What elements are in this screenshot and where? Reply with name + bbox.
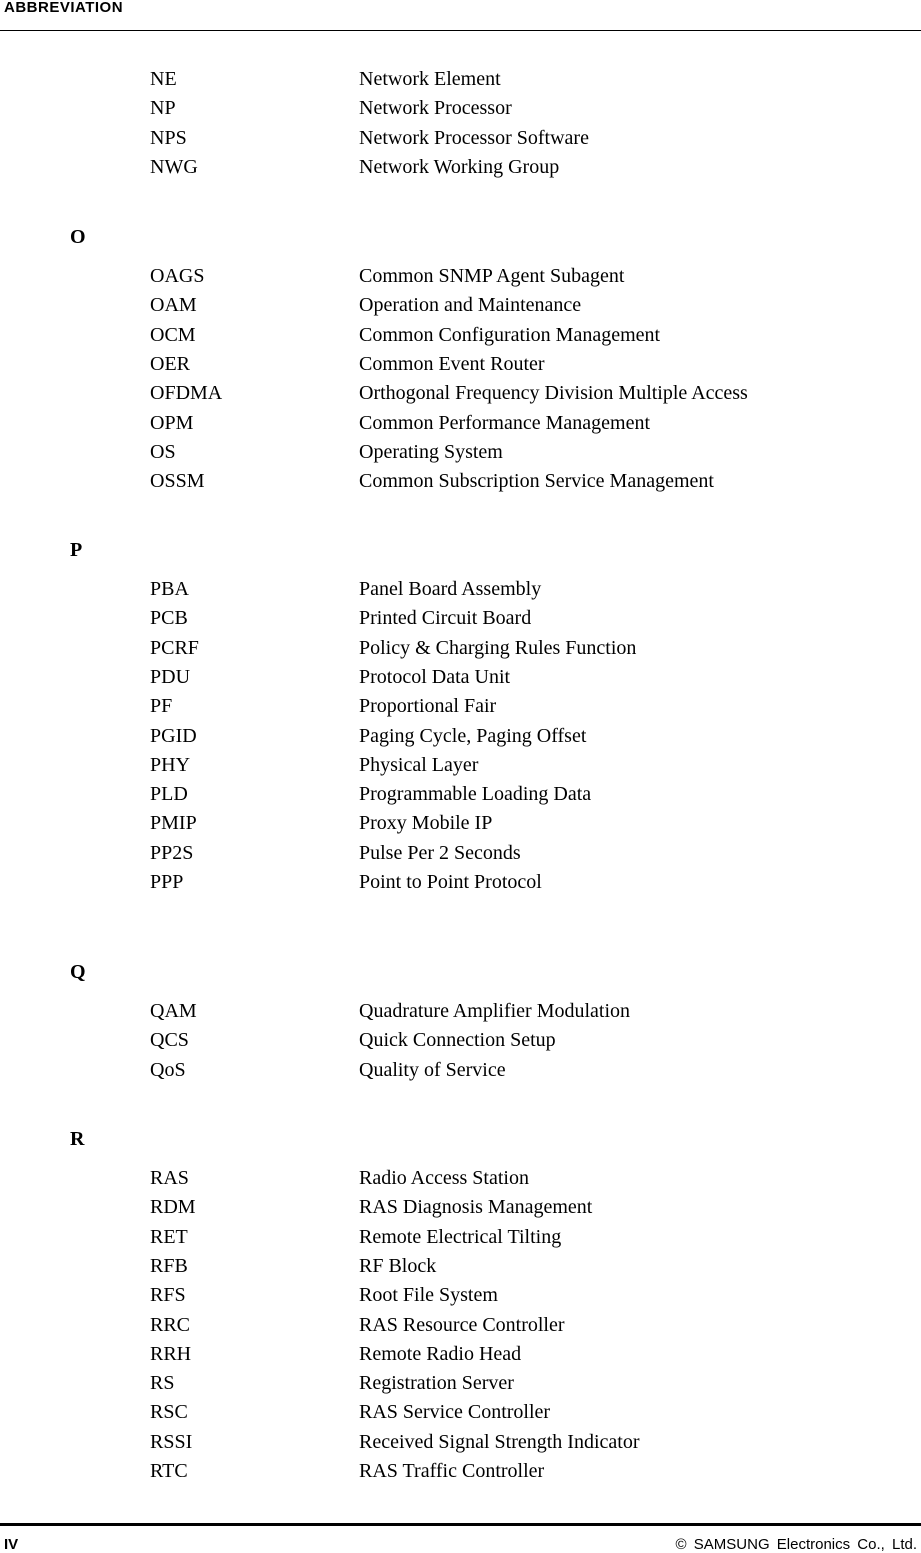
abbreviation-term: PPP xyxy=(150,871,184,893)
abbreviation-term: PBA xyxy=(150,578,189,600)
section-letter-o: O xyxy=(70,226,86,248)
abbreviation-row xyxy=(0,754,921,780)
abbreviation-term: PHY xyxy=(150,753,191,776)
abbreviation-row xyxy=(0,1372,921,1398)
copyright-notice: © SAMSUNG Electronics Co., Ltd. xyxy=(675,1536,917,1553)
abbreviation-definition: Printed Circuit Board xyxy=(359,607,532,630)
abbreviation-row xyxy=(0,265,921,291)
abbreviation-definition: Paging Cycle, Paging Offset xyxy=(359,724,587,747)
abbreviation-definition: RAS Service Controller xyxy=(359,1401,551,1424)
abbreviation-row xyxy=(0,812,921,838)
abbreviation-term: RAS xyxy=(150,1167,189,1189)
abbreviation-definition: Quick Connection Setup xyxy=(359,1029,556,1052)
abbreviation-definition: Common Performance Management xyxy=(359,411,651,434)
abbreviation-definition: RAS Traffic Controller xyxy=(359,1460,545,1482)
abbreviation-row xyxy=(0,725,921,751)
abbreviation-row xyxy=(0,294,921,320)
abbreviation-term: QoS xyxy=(150,1058,186,1081)
abbreviation-definition: Radio Access Station xyxy=(359,1167,529,1189)
page-header xyxy=(0,0,921,31)
abbreviation-term: OFDMA xyxy=(150,382,223,405)
abbreviation-definition: Policy & Charging Rules Function xyxy=(359,636,637,659)
abbreviation-definition: Quadrature Amplifier Modulation xyxy=(359,1000,631,1022)
abbreviation-term: RRH xyxy=(150,1342,192,1365)
abbreviation-row xyxy=(0,1029,921,1055)
abbreviation-definition: Received Signal Strength Indicator xyxy=(359,1430,640,1453)
abbreviation-term: NE xyxy=(150,68,177,90)
page-number: IV xyxy=(4,1536,19,1553)
abbreviation-row xyxy=(0,156,921,182)
abbreviation-row xyxy=(0,1059,921,1085)
abbreviation-row xyxy=(0,127,921,153)
abbreviation-term: PLD xyxy=(150,783,188,806)
abbreviation-row xyxy=(0,412,921,438)
abbreviation-row xyxy=(0,1255,921,1281)
abbreviation-term: RRC xyxy=(150,1313,191,1336)
abbreviation-row xyxy=(0,1196,921,1222)
abbreviation-definition: Physical Layer xyxy=(359,753,479,776)
abbreviation-definition: Network Working Group xyxy=(359,155,560,178)
abbreviation-row xyxy=(0,97,921,123)
abbreviation-definition: Common SNMP Agent Subagent xyxy=(359,265,625,287)
abbreviation-term: RDM xyxy=(150,1196,196,1219)
abbreviation-row xyxy=(0,1314,921,1340)
abbreviation-term: RS xyxy=(150,1372,175,1395)
abbreviation-definition: Root File System xyxy=(359,1284,498,1307)
abbreviation-row xyxy=(0,1401,921,1427)
abbreviation-term: PCB xyxy=(150,607,188,630)
abbreviation-term: RTC xyxy=(150,1460,188,1482)
abbreviation-definition: Network Processor xyxy=(359,97,512,120)
abbreviation-row xyxy=(0,441,921,467)
abbreviation-term: NWG xyxy=(150,155,198,178)
abbreviation-term: PGID xyxy=(150,724,197,747)
abbreviation-definition: Remote Radio Head xyxy=(359,1342,522,1365)
abbreviation-term: NP xyxy=(150,97,176,120)
abbreviation-definition: Network Processor Software xyxy=(359,126,589,149)
abbreviation-definition: Network Element xyxy=(359,68,501,90)
abbreviation-term: NPS xyxy=(150,126,187,149)
abbreviation-term: OER xyxy=(150,352,190,375)
abbreviation-row xyxy=(0,470,921,496)
abbreviation-definition: Registration Server xyxy=(359,1372,514,1395)
abbreviation-term: RSSI xyxy=(150,1430,193,1453)
abbreviation-row xyxy=(0,637,921,663)
page-title: ABBREVIATION xyxy=(4,0,124,16)
abbreviation-row xyxy=(0,666,921,692)
abbreviation-definition: Operation and Maintenance xyxy=(359,294,582,317)
abbreviation-definition: RF Block xyxy=(359,1254,437,1277)
abbreviation-definition: Protocol Data Unit xyxy=(359,665,511,688)
abbreviation-definition: Common Configuration Management xyxy=(359,323,661,346)
abbreviation-term: PP2S xyxy=(150,841,194,864)
abbreviation-row xyxy=(0,695,921,721)
section-letter-q: Q xyxy=(70,961,86,983)
abbreviation-row xyxy=(0,783,921,809)
abbreviation-term: OSSM xyxy=(150,470,205,493)
abbreviation-term: PMIP xyxy=(150,812,197,835)
abbreviation-term: RET xyxy=(150,1225,188,1248)
abbreviation-row xyxy=(0,842,921,868)
abbreviation-row xyxy=(0,1284,921,1310)
abbreviation-row xyxy=(0,607,921,633)
abbreviation-definition: Point to Point Protocol xyxy=(359,871,542,893)
abbreviation-definition: Proportional Fair xyxy=(359,695,497,718)
abbreviation-term: PCRF xyxy=(150,636,199,659)
abbreviation-row xyxy=(0,1226,921,1252)
abbreviation-row xyxy=(0,1000,921,1026)
abbreviation-row xyxy=(0,578,921,604)
abbreviation-term: PF xyxy=(150,695,173,718)
footer-divider xyxy=(0,1523,921,1526)
abbreviation-definition: Remote Electrical Tilting xyxy=(359,1225,562,1248)
abbreviation-term: PDU xyxy=(150,665,191,688)
abbreviation-definition: RAS Diagnosis Management xyxy=(359,1196,593,1219)
abbreviation-row xyxy=(0,1343,921,1369)
abbreviation-term: OAGS xyxy=(150,265,205,287)
section-letter-p: P xyxy=(70,539,83,561)
abbreviation-row xyxy=(0,324,921,350)
abbreviation-term: RFS xyxy=(150,1284,186,1307)
abbreviation-definition: Quality of Service xyxy=(359,1058,506,1081)
abbreviation-definition: Panel Board Assembly xyxy=(359,578,542,600)
abbreviation-definition: Proxy Mobile IP xyxy=(359,812,493,835)
abbreviation-row xyxy=(0,382,921,408)
abbreviation-term: OCM xyxy=(150,323,196,346)
abbreviation-row xyxy=(0,353,921,379)
abbreviation-row xyxy=(0,871,921,897)
abbreviation-definition: RAS Resource Controller xyxy=(359,1313,565,1336)
section-letter-r: R xyxy=(70,1128,85,1150)
abbreviation-row xyxy=(0,1460,921,1486)
abbreviation-row xyxy=(0,1167,921,1193)
abbreviation-term: OAM xyxy=(150,294,197,317)
abbreviation-term: RSC xyxy=(150,1401,188,1424)
abbreviation-definition: Common Subscription Service Management xyxy=(359,470,714,493)
abbreviation-definition: Programmable Loading Data xyxy=(359,783,592,806)
abbreviation-row xyxy=(0,68,921,94)
abbreviation-term: RFB xyxy=(150,1254,188,1277)
abbreviation-term: OPM xyxy=(150,411,194,434)
abbreviation-term: OS xyxy=(150,440,176,463)
abbreviation-definition: Common Event Router xyxy=(359,352,545,375)
abbreviation-definition: Pulse Per 2 Seconds xyxy=(359,841,521,864)
abbreviation-definition: Orthogonal Frequency Division Multiple Access xyxy=(359,382,748,405)
abbreviation-term: QCS xyxy=(150,1029,189,1052)
abbreviation-term: QAM xyxy=(150,1000,197,1022)
abbreviation-definition: Operating System xyxy=(359,440,503,463)
abbreviation-row xyxy=(0,1431,921,1457)
